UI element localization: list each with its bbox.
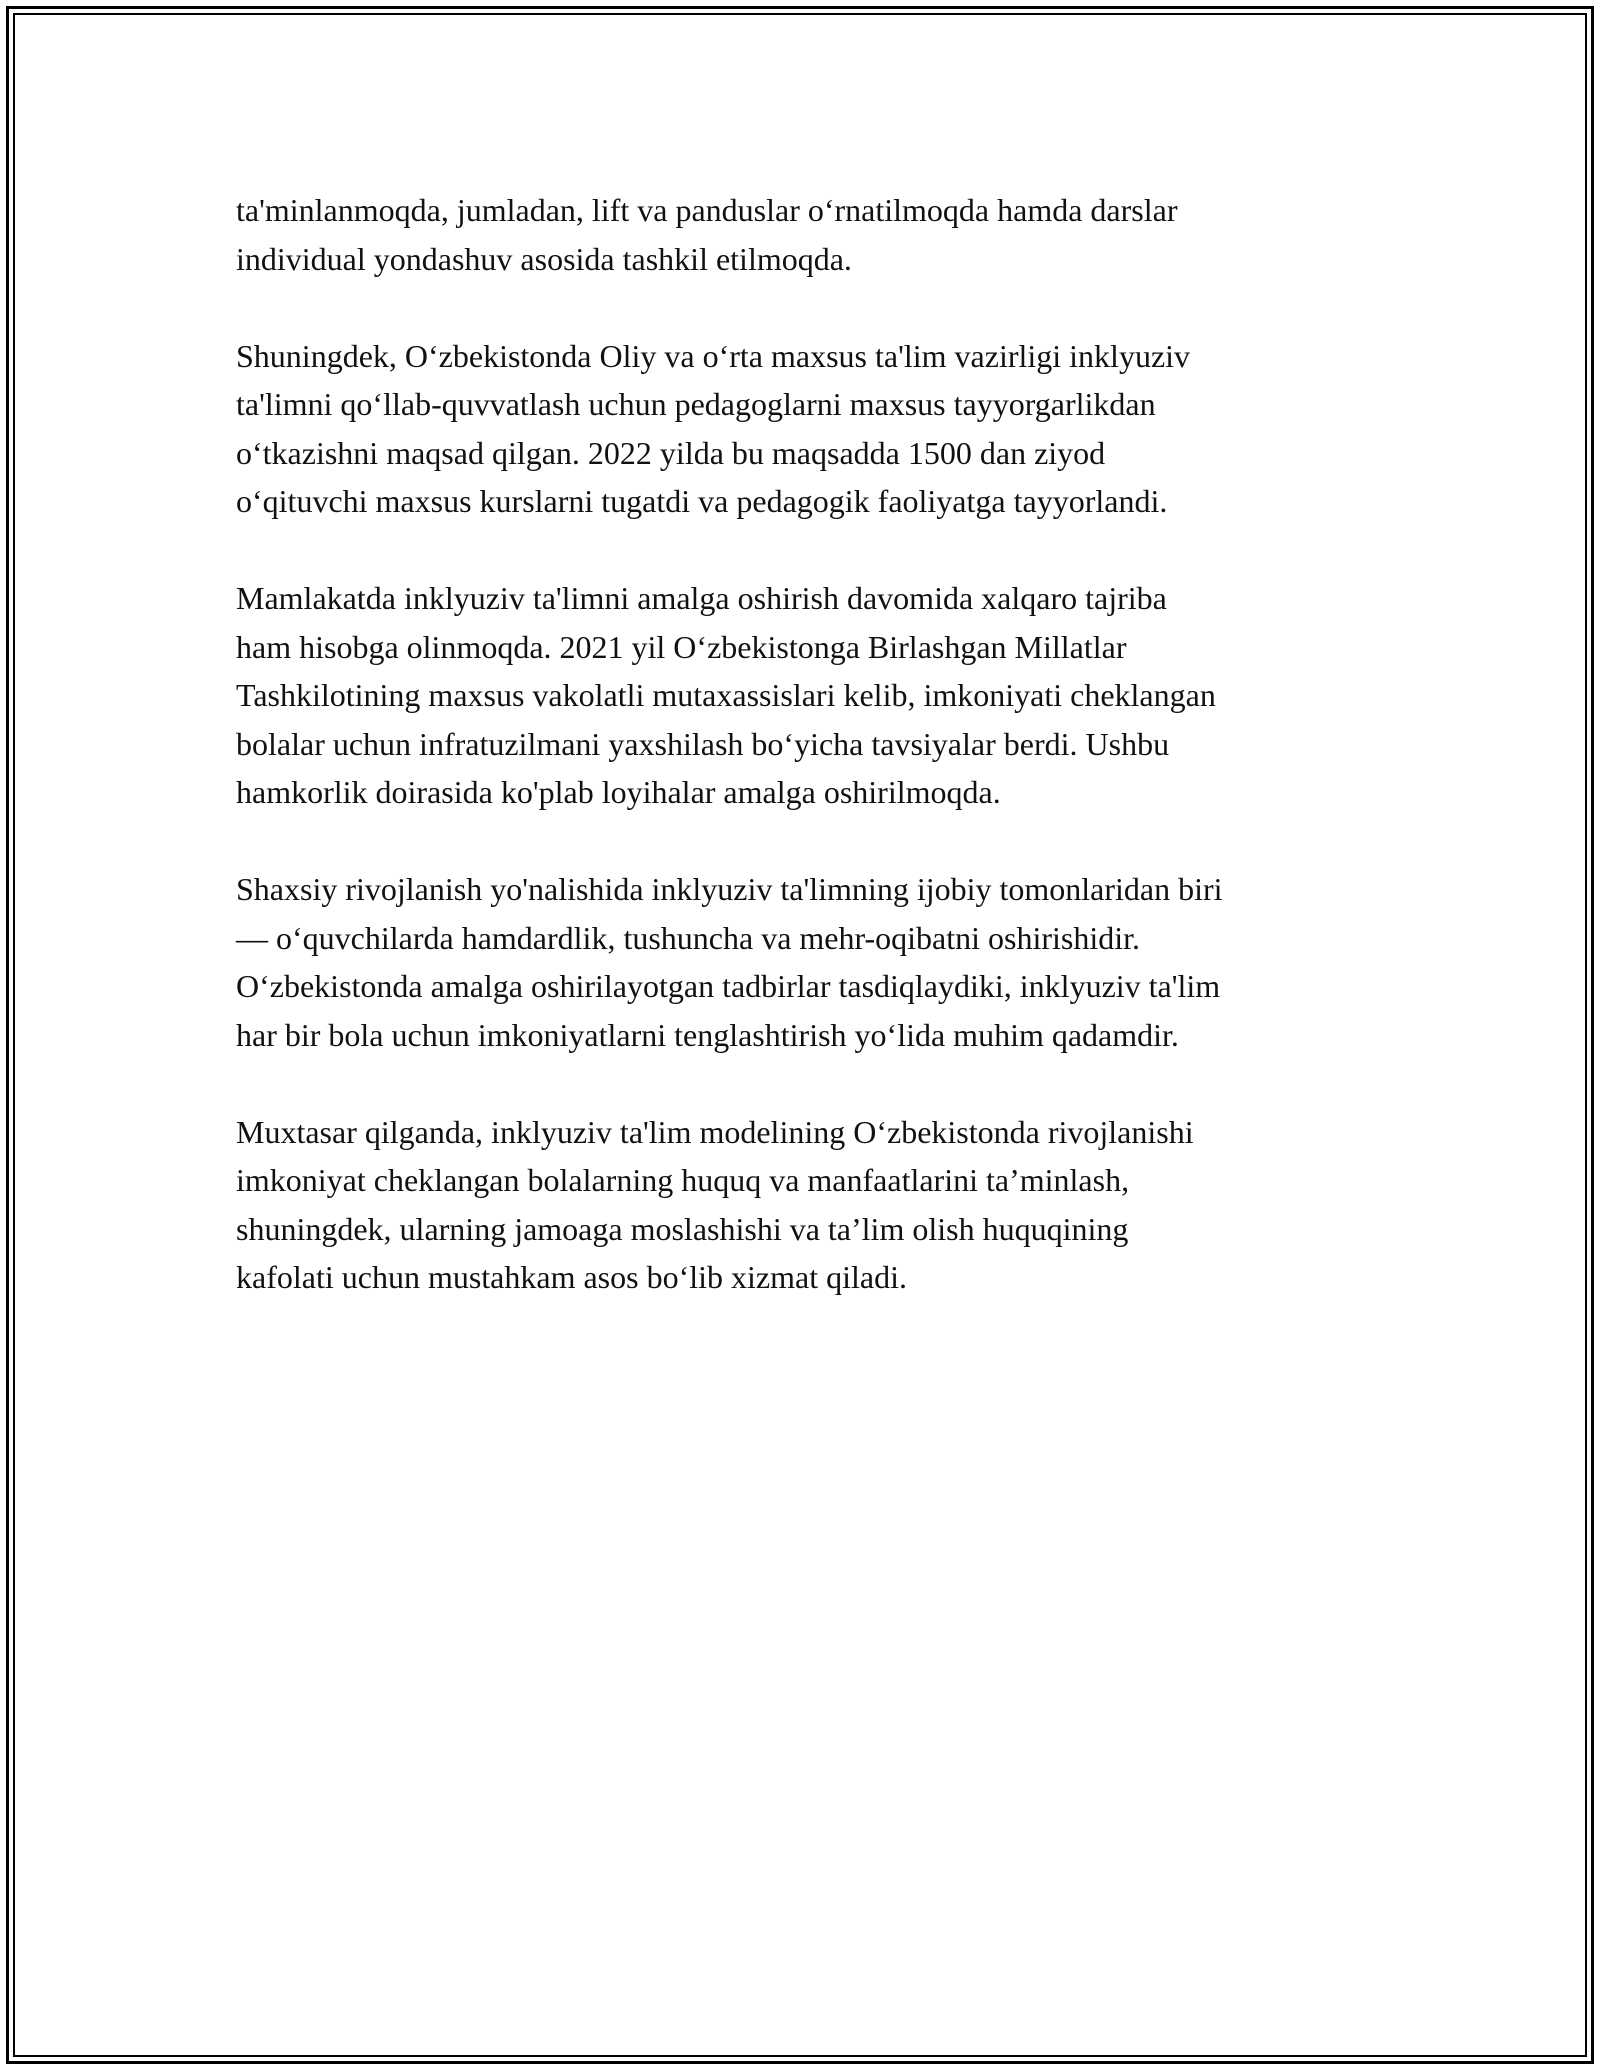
text-line: oʻtkazishni maqsad qilgan. 2022 yilda bu maqsadda 1500 dan ziyod	[236, 434, 1106, 471]
paragraph-2	[236, 332, 1406, 526]
paragraph-5	[236, 1108, 1406, 1302]
text-line: Shuningdek, Oʻzbekistonda Oliy va oʻrta maxsus ta'lim vazirligi inklyuziv	[236, 337, 1191, 374]
text-line: shuningdek, ularning jamoaga moslashishi va ta’lim olish huquqining	[236, 1210, 1129, 1247]
text-line: ham hisobga olinmoqda. 2021 yil Oʻzbekistonga Birlashgan Millatlar	[236, 628, 1127, 665]
text-line: Oʻzbekistonda amalga oshirilayotgan tadbirlar tasdiqlaydiki, inklyuziv ta'lim	[236, 968, 1221, 1004]
paragraph-3	[236, 574, 1406, 817]
text-line: ta'limni qoʻllab-quvvatlash uchun pedagoglarni maxsus tayyorgarlikdan	[236, 386, 1156, 422]
text-line: individual yondashuv asosida tashkil etilmoqda.	[236, 240, 852, 277]
text-line: imkoniyat cheklangan bolalarning huquq va manfaatlarini ta’minlash,	[236, 1162, 1130, 1198]
text-line: Tashkilotining maxsus vakolatli mutaxassislari kelib, imkoniyati cheklangan	[236, 677, 1216, 713]
paragraph-4	[236, 865, 1406, 1059]
text-line: Muxtasar qilganda, inklyuziv ta'lim modelining Oʻzbekistonda rivojlanishi	[236, 1113, 1194, 1150]
text-line: har bir bola uchun imkoniyatlarni tenglashtirish yoʻlida muhim qadamdir.	[236, 1016, 1179, 1053]
text-line: kafolati uchun mustahkam asos boʻlib xizmat qiladi.	[236, 1259, 907, 1295]
text-line: Shaxsiy rivojlanish yo'nalishida inklyuziv ta'limning ijobiy tomonlaridan biri	[236, 871, 1223, 907]
paragraph-1	[236, 186, 1406, 283]
text-line: oʻqituvchi maxsus kurslarni tugatdi va pedagogik faoliyatga tayyorlandi.	[236, 483, 1168, 519]
text-line: ta'minlanmoqda, jumladan, lift va panduslar oʻrnatilmoqda hamda darslar	[236, 192, 1178, 228]
text-line: bolalar uchun infratuzilmani yaxshilash boʻyicha tavsiyalar berdi. Ushbu	[236, 725, 1170, 762]
text-line: — oʻquvchilarda hamdardlik, tushuncha va mehr-oqibatni oshirishidir.	[236, 919, 1141, 956]
text-line: Mamlakatda inklyuziv ta'limni amalga oshirish davomida xalqaro tajriba	[236, 580, 1167, 616]
text-line: hamkorlik doirasida ko'plab loyihalar amalga oshirilmoqda.	[236, 774, 1001, 810]
document-body	[236, 186, 1406, 1350]
